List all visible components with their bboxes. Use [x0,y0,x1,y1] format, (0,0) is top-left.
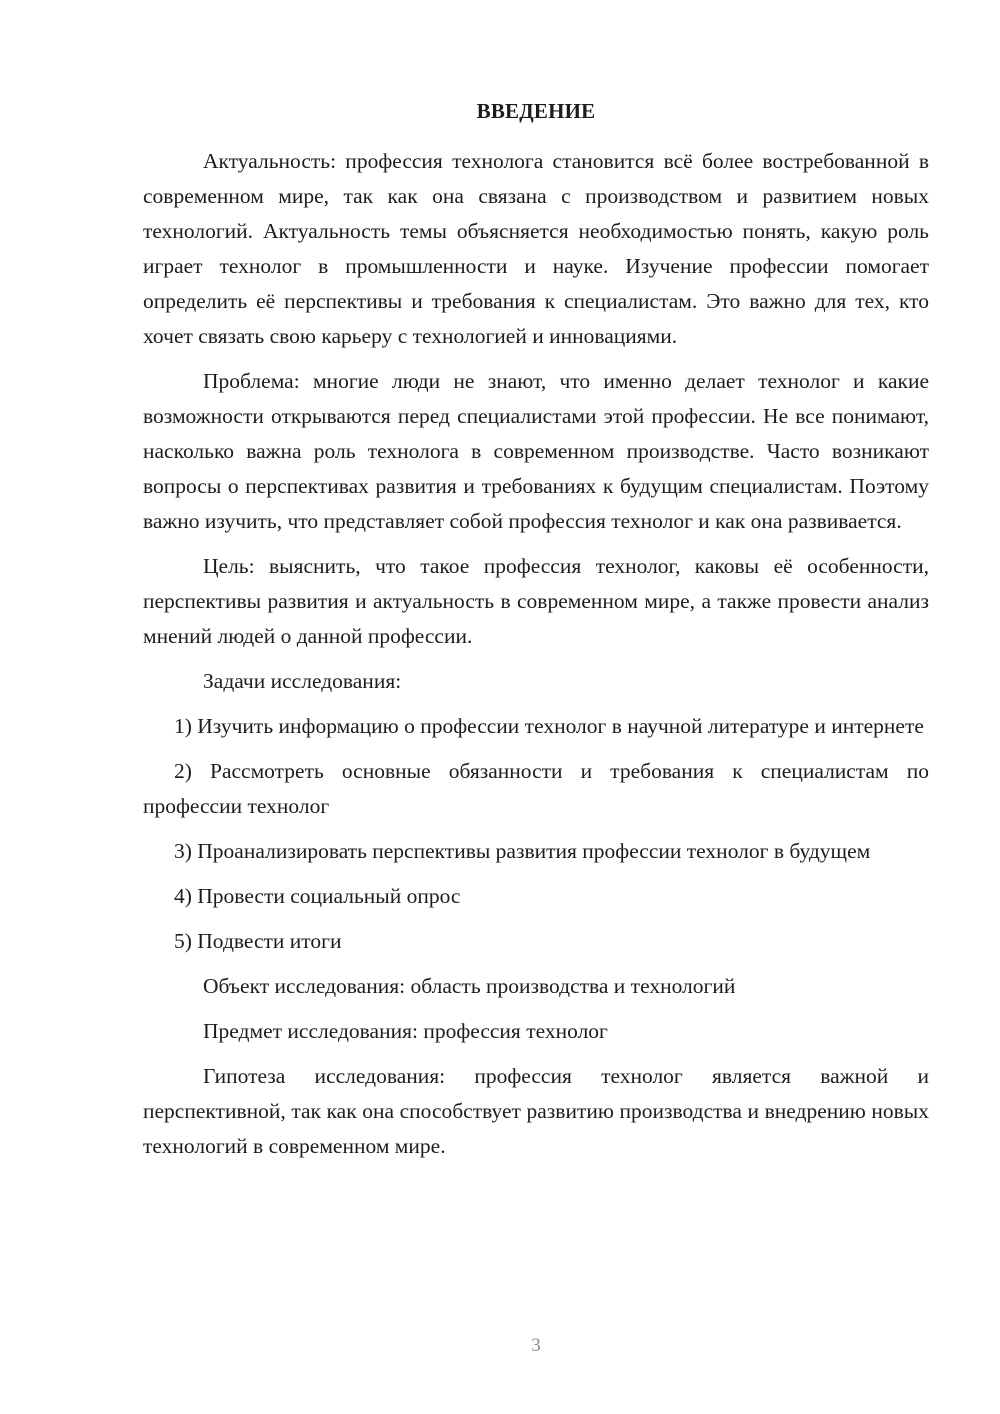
paragraph-relevance: Актуальность: профессия технолога становится всё более востребованной в современном мире, так как она связана с производством и развитием новых технологий. Актуальность темы объясняется необходимостью понять, какую роль играет технолог в промышленности и науке. Изучение профессии помогает определить её перспективы и требования к специалистам. Это важно для тех, кто хочет связать свою карьеру с технологией и инновациями. [143,149,929,348]
document-body [143,144,929,1164]
paragraph-hypothesis: Гипотеза исследования: профессия технолог является важной и перспективной, так как она способствует развитию производства и внедрению новых технологий в современном мире. [143,1064,929,1158]
page-number: 3 [531,1335,541,1356]
section-title: ВВЕДЕНИЕ [476,99,596,123]
paragraph-subject: Предмет исследования: профессия технолог [203,1019,608,1043]
tasks-heading: Задачи исследования: [203,669,402,693]
task-item-5: 5) Подвести итоги [174,929,342,953]
paragraph-problem: Проблема: многие люди не знают, что именно делает технолог и какие возможности открываются перед специалистами этой профессии. Не все понимают, насколько важна роль технолога в современном производстве. Часто возникают вопросы о перспективах развития и требованиях к будущим специалистам. Поэтому важно изучить, что представляет собой профессия технолог и как она развивается. [143,369,929,533]
task-item-3: 3) Проанализировать перспективы развития профессии технолог в будущем [174,839,871,863]
document-page [143,0,929,1414]
task-item-2: 2) Рассмотреть основные обязанности и требования к специалистам по профессии технолог [143,759,929,818]
paragraph-object: Объект исследования: область производства и технологий [203,974,736,998]
paragraph-goal: Цель: выяснить, что такое профессия технолог, каковы её особенности, перспективы развития и актуальность в современном мире, а также провести анализ мнений людей о данной профессии. [143,554,929,648]
task-item-4: 4) Провести социальный опрос [174,884,461,908]
task-item-1: 1) Изучить информацию о профессии технолог в научной литературе и интернете [174,714,924,738]
